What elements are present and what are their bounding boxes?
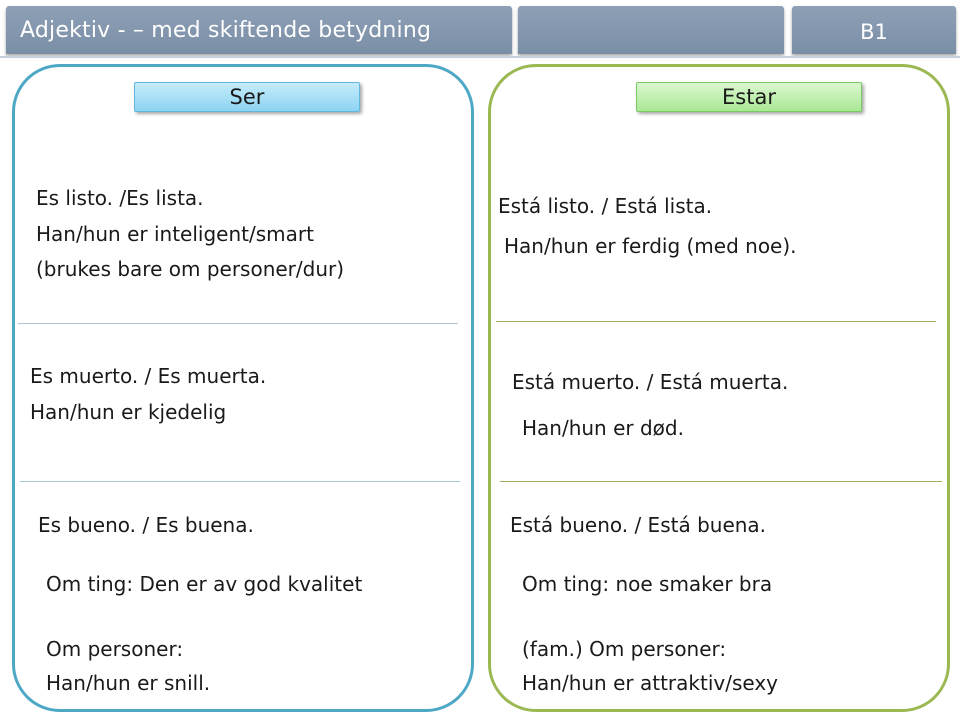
estar-listo-phrase: Está listo. / Está lista. <box>498 194 713 218</box>
ser-muerto-phrase: Es muerto. / Es muerta. <box>30 364 267 388</box>
ser-bueno-personer-meaning: Han/hun er snill. <box>46 671 211 695</box>
level-tab <box>792 6 956 54</box>
estar-divider-2 <box>500 481 942 482</box>
level-label: B1 <box>860 20 888 44</box>
blank-tab <box>518 6 784 54</box>
ser-bueno-personer: Om personer: <box>46 637 184 661</box>
estar-bueno-personer: (fam.) Om personer: <box>522 637 727 661</box>
ser-listo-phrase: Es listo. /Es lista. <box>36 186 204 210</box>
ser-muerto-meaning: Han/hun er kjedelig <box>30 400 227 424</box>
slide-title: Adjektiv - – med skiftende betydning <box>20 18 432 43</box>
estar-divider-1 <box>496 321 936 322</box>
ser-listo-meaning-1: Han/hun er inteligent/smart <box>36 222 314 246</box>
title-tab <box>6 6 512 54</box>
ser-label: Ser <box>134 82 360 112</box>
estar-listo-meaning: Han/hun er ferdig (med noe). <box>504 234 797 258</box>
ser-listo-meaning-2: (brukes bare om personer/dur) <box>36 257 345 281</box>
estar-bueno-personer-meaning: Han/hun er attraktiv/sexy <box>522 671 778 695</box>
ser-bueno-ting: Om ting: Den er av god kvalitet <box>46 572 363 596</box>
estar-label: Estar <box>636 82 862 112</box>
estar-bueno-ting: Om ting: noe smaker bra <box>522 572 773 596</box>
estar-muerto-meaning: Han/hun er død. <box>522 416 684 440</box>
ser-divider-2 <box>20 481 460 482</box>
ser-bueno-phrase: Es bueno. / Es buena. <box>38 513 254 537</box>
estar-muerto-phrase: Está muerto. / Está muerta. <box>512 370 789 394</box>
estar-bueno-phrase: Está bueno. / Está buena. <box>510 513 767 537</box>
header-divider <box>0 56 960 58</box>
ser-divider-1 <box>18 323 458 324</box>
